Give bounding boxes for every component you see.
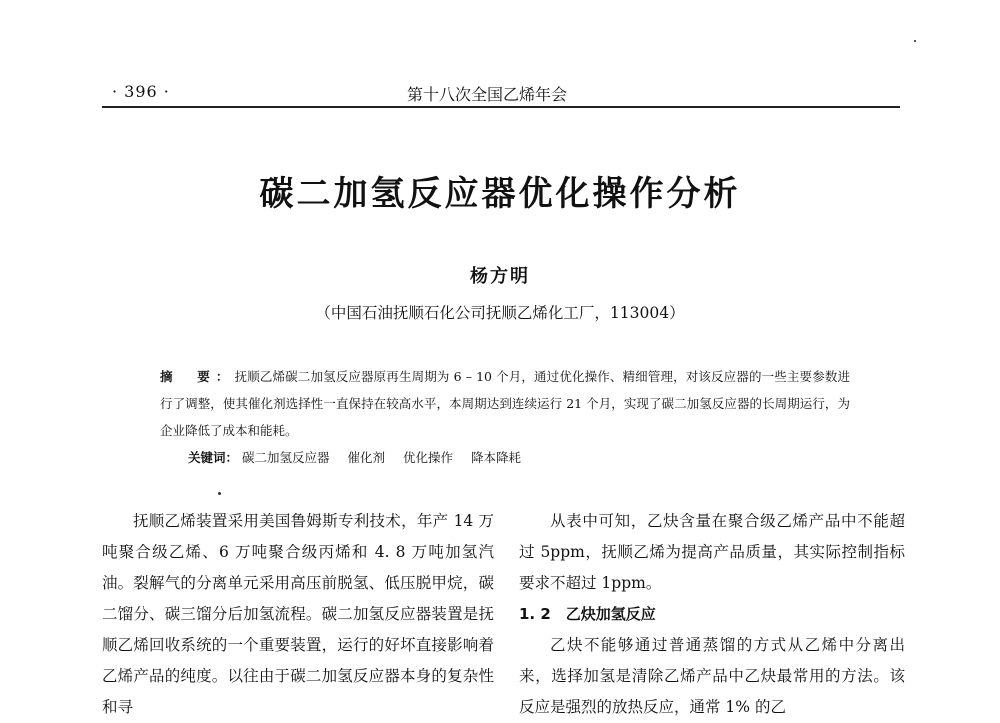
body-paragraph: 抚顺乙烯装置采用美国鲁姆斯专利技术，年产 14 万吨聚合级乙烯、6 万吨聚合级丙烯和 4. 8 万吨加氢汽油。裂解气的分离单元采用高压前脱氢、低压脱甲烷，碳二馏分、碳三馏分后加氢流程。碳二加氢反应器装置是抚顺乙烯回收系统的一个重要装置，运行的好坏直接影响着乙烯产品的纯度。以往由于碳二加氢反应器本身的复杂性和寻 (102, 512, 494, 716)
author-name: 杨方明 (470, 266, 530, 287)
keywords (188, 448, 848, 466)
body-left-column (102, 506, 494, 723)
abstract-text: 抚顺乙烯碳二加氢反应器原再生周期为 6 – 10 个月，通过优化操作、精细管理，对该反应器的一些主要参数进行了调整，使其催化剂选择性一直保持在较高水平，本周期达到连续运行 21 个月，实现了碳二加氢反应器的长周期运行，为企业降低了成本和能耗。 (160, 369, 850, 438)
keyword: 碳二加氢反应器 (242, 450, 330, 465)
running-header (102, 82, 900, 104)
body-right-column (519, 506, 905, 723)
keyword: 优化操作 (403, 450, 454, 465)
running-title: 第十八次全国乙烯年会 (407, 85, 568, 104)
section-heading: 1. 2 乙炔加氢反应 (519, 605, 656, 623)
keyword: 降本降耗 (471, 450, 522, 465)
page-number: · 396 · (112, 82, 170, 101)
header-rule (102, 106, 900, 108)
article-title: 碳二加氢反应器优化操作分析 (259, 174, 741, 214)
affiliation: （中国石油抚顺石化公司抚顺乙烯化工厂，113004） (315, 304, 685, 322)
abstract-label: 摘 要： (160, 369, 235, 384)
keywords-label: 关键词： (188, 450, 239, 465)
body-paragraph: 从表中可知，乙炔含量在聚合级乙烯产品中不能超过 5ppm，抚顺乙烯为提高产品质量，其实际控制指标要求不超过 1ppm。 (519, 512, 905, 592)
body-paragraph: 乙炔不能够通过普通蒸馏的方式从乙烯中分离出来，选择加氢是清除乙烯产品中乙炔最常用的方法。该反应是强烈的放热反应，通常 1% 的乙 (519, 636, 905, 716)
keyword: 催化剂 (347, 450, 386, 465)
scan-speck (914, 40, 916, 42)
abstract (160, 363, 850, 444)
stray-dot (218, 492, 221, 495)
